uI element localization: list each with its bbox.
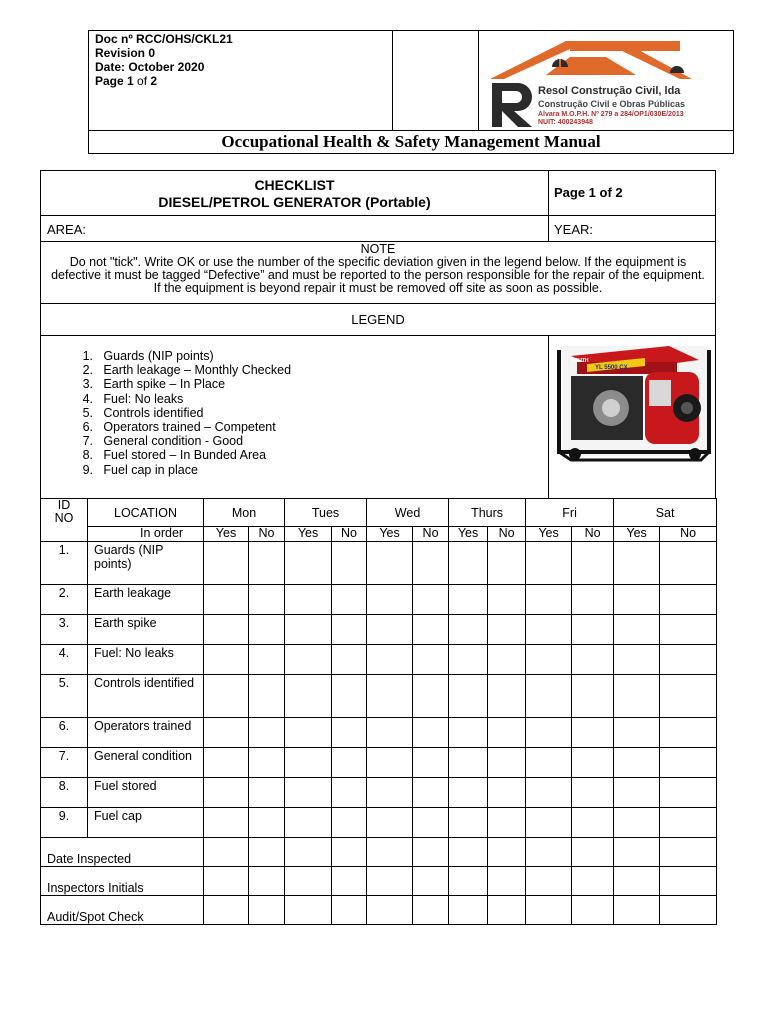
item-id: 4. <box>41 645 88 675</box>
yes-entry-cell[interactable] <box>204 748 249 778</box>
no-entry-cell[interactable] <box>249 748 285 778</box>
yes-entry-cell[interactable] <box>526 542 572 585</box>
legend-item: 8. Fuel stored – In Bunded Area <box>82 448 267 463</box>
no-entry-cell[interactable] <box>572 808 614 838</box>
footer-row <box>41 838 717 867</box>
no-entry-cell[interactable] <box>413 808 449 838</box>
generator-brand-text: YOUTH <box>571 358 589 364</box>
no-entry-cell[interactable] <box>413 615 449 645</box>
yes-entry-cell[interactable] <box>204 675 249 718</box>
yes-entry-cell[interactable] <box>367 542 413 585</box>
no-entry-cell[interactable] <box>249 585 285 615</box>
item-id: 5. <box>41 675 88 718</box>
no-entry-cell[interactable] <box>488 675 526 718</box>
company-nuit: NUIT: 400243948 <box>538 119 593 126</box>
yes-entry-cell[interactable] <box>526 808 572 838</box>
yes-entry-cell[interactable] <box>367 675 413 718</box>
no-entry-cell[interactable] <box>488 748 526 778</box>
document-header <box>88 30 734 154</box>
no-entry-cell[interactable] <box>660 542 717 585</box>
no-entry-cell[interactable] <box>572 778 614 808</box>
no-entry-cell[interactable] <box>332 645 367 675</box>
yes-entry-cell[interactable] <box>367 718 413 748</box>
item-id: 3. <box>41 615 88 645</box>
footer-entry-cell[interactable] <box>285 896 332 925</box>
footer-entry-cell[interactable] <box>572 896 614 925</box>
footer-entry-cell[interactable] <box>488 838 526 867</box>
yes-entry-cell[interactable] <box>449 585 488 615</box>
footer-entry-cell[interactable] <box>285 838 332 867</box>
legend-item: 9. Fuel cap in place <box>82 462 198 477</box>
item-location: Controls identified <box>88 675 204 718</box>
checklist-page: Page 1 of 2 <box>554 185 623 200</box>
no-entry-cell[interactable] <box>488 585 526 615</box>
no-entry-cell[interactable] <box>332 615 367 645</box>
yes-entry-cell[interactable] <box>285 808 332 838</box>
yes-entry-cell[interactable] <box>204 718 249 748</box>
footer-entry-cell[interactable] <box>449 838 488 867</box>
footer-entry-cell[interactable] <box>526 867 572 896</box>
note-line-2: defective it must be tagged “Defective” and must be reported to the person responsible for the repair of the equipment. <box>51 268 705 282</box>
no-entry-cell[interactable] <box>249 778 285 808</box>
no-entry-cell[interactable] <box>488 615 526 645</box>
yes-entry-cell[interactable] <box>526 718 572 748</box>
manual-title: Occupational Health & Safety Management Manual <box>89 130 733 154</box>
legend-item: 2. Earth leakage – Monthly Checked <box>82 363 292 378</box>
yes-entry-cell[interactable] <box>204 542 249 585</box>
in-order-label: In order <box>88 527 204 542</box>
no-entry-cell[interactable] <box>660 718 717 748</box>
no-entry-cell[interactable] <box>488 778 526 808</box>
generator-image-cell <box>548 335 716 499</box>
yes-entry-cell[interactable] <box>449 748 488 778</box>
no-entry-cell[interactable] <box>332 718 367 748</box>
no-entry-cell[interactable] <box>660 748 717 778</box>
footer-entry-cell[interactable] <box>449 867 488 896</box>
year-label: YEAR: <box>554 222 594 237</box>
legend-heading-cell <box>40 303 716 336</box>
yes-entry-cell[interactable] <box>526 585 572 615</box>
checklist-item-row <box>41 718 717 748</box>
no-entry-cell[interactable] <box>413 675 449 718</box>
footer-entry-cell[interactable] <box>572 867 614 896</box>
footer-entry-cell[interactable] <box>332 896 367 925</box>
yes-entry-cell[interactable] <box>614 615 660 645</box>
item-location: Fuel stored <box>88 778 204 808</box>
company-name: Resol Construção Civil, lda <box>538 85 681 97</box>
footer-entry-cell[interactable] <box>488 896 526 925</box>
checklist-item-row <box>41 615 717 645</box>
yes-entry-cell[interactable] <box>367 645 413 675</box>
footer-entry-cell[interactable] <box>204 838 249 867</box>
footer-entry-cell[interactable] <box>449 896 488 925</box>
day-header-tues: Tues <box>285 499 367 527</box>
yes-entry-cell[interactable] <box>285 615 332 645</box>
page-indicator: Page 1 of 2 <box>95 74 158 88</box>
footer-entry-cell[interactable] <box>204 867 249 896</box>
yes-entry-cell[interactable] <box>614 542 660 585</box>
grid-subheader-row <box>41 527 717 542</box>
location-header: LOCATION <box>88 499 204 527</box>
item-location: Fuel: No leaks <box>88 645 204 675</box>
no-entry-cell[interactable] <box>488 542 526 585</box>
yes-entry-cell[interactable] <box>285 675 332 718</box>
yes-entry-cell[interactable] <box>449 718 488 748</box>
no-entry-cell[interactable] <box>413 778 449 808</box>
footer-entry-cell[interactable] <box>249 896 285 925</box>
checklist-item-row <box>41 808 717 838</box>
item-location: Fuel cap <box>88 808 204 838</box>
year-cell <box>548 215 716 242</box>
yes-label: Yes <box>285 527 332 542</box>
footer-label: Date Inspected <box>41 838 204 867</box>
item-location: Operators trained <box>88 718 204 748</box>
no-label: No <box>249 527 285 542</box>
generator-model-text: YL 5500 CX <box>595 365 628 371</box>
no-entry-cell[interactable] <box>413 542 449 585</box>
yes-entry-cell[interactable] <box>614 585 660 615</box>
no-entry-cell[interactable] <box>413 585 449 615</box>
checklist-item-row <box>41 585 717 615</box>
checklist-subtitle: DIESEL/PETROL GENERATOR (Portable) <box>158 194 431 210</box>
item-id: 6. <box>41 718 88 748</box>
legend-item: 3. Earth spike – In Place <box>82 377 226 392</box>
no-entry-cell[interactable] <box>572 675 614 718</box>
footer-entry-cell[interactable] <box>249 867 285 896</box>
no-entry-cell[interactable] <box>572 585 614 615</box>
footer-entry-cell[interactable] <box>367 867 413 896</box>
yes-entry-cell[interactable] <box>367 585 413 615</box>
no-entry-cell[interactable] <box>660 645 717 675</box>
yes-entry-cell[interactable] <box>614 718 660 748</box>
yes-entry-cell[interactable] <box>614 748 660 778</box>
yes-entry-cell[interactable] <box>614 778 660 808</box>
footer-entry-cell[interactable] <box>413 896 449 925</box>
no-entry-cell[interactable] <box>572 645 614 675</box>
no-label: No <box>488 527 526 542</box>
yes-entry-cell[interactable] <box>449 645 488 675</box>
no-label: No <box>332 527 367 542</box>
day-header-wed: Wed <box>367 499 449 527</box>
yes-label: Yes <box>526 527 572 542</box>
yes-entry-cell[interactable] <box>204 808 249 838</box>
footer-entry-cell[interactable] <box>332 838 367 867</box>
checklist-item-row <box>41 542 717 585</box>
item-location: General condition <box>88 748 204 778</box>
footer-entry-cell[interactable] <box>367 896 413 925</box>
no-entry-cell[interactable] <box>660 615 717 645</box>
yes-entry-cell[interactable] <box>449 778 488 808</box>
yes-entry-cell[interactable] <box>367 778 413 808</box>
yes-entry-cell[interactable] <box>285 542 332 585</box>
no-entry-cell[interactable] <box>488 718 526 748</box>
item-id: 9. <box>41 808 88 838</box>
no-entry-cell[interactable] <box>249 615 285 645</box>
item-location: Earth leakage <box>88 585 204 615</box>
generator-icon <box>549 336 715 498</box>
yes-entry-cell[interactable] <box>285 778 332 808</box>
yes-entry-cell[interactable] <box>204 645 249 675</box>
no-entry-cell[interactable] <box>488 808 526 838</box>
yes-entry-cell[interactable] <box>367 808 413 838</box>
footer-entry-cell[interactable] <box>332 867 367 896</box>
yes-entry-cell[interactable] <box>614 808 660 838</box>
note-cell <box>40 241 716 304</box>
no-entry-cell[interactable] <box>249 645 285 675</box>
company-logo <box>486 35 726 127</box>
no-entry-cell[interactable] <box>413 718 449 748</box>
footer-entry-cell[interactable] <box>614 896 660 925</box>
legend-item: 1. Guards (NIP points) <box>82 349 214 363</box>
no-entry-cell[interactable] <box>660 585 717 615</box>
yes-entry-cell[interactable] <box>449 615 488 645</box>
document-info <box>89 31 393 130</box>
no-entry-cell[interactable] <box>488 645 526 675</box>
checklist-item-row <box>41 675 717 718</box>
no-entry-cell[interactable] <box>249 542 285 585</box>
no-entry-cell[interactable] <box>572 748 614 778</box>
note-line-3: If the equipment is beyond repair it must be removed off site as soon as possible. <box>153 281 603 295</box>
footer-entry-cell[interactable] <box>413 867 449 896</box>
footer-entry-cell[interactable] <box>204 896 249 925</box>
date: Date: October 2020 <box>95 60 205 74</box>
header-spacer-cell <box>393 31 479 130</box>
footer-entry-cell[interactable] <box>367 838 413 867</box>
no-label: No <box>572 527 614 542</box>
yes-entry-cell[interactable] <box>285 585 332 615</box>
yes-entry-cell[interactable] <box>204 778 249 808</box>
area-cell <box>40 215 549 242</box>
no-entry-cell[interactable] <box>660 778 717 808</box>
legend-item: 6. Operators trained – Competent <box>82 420 276 435</box>
checklist-title: CHECKLIST <box>254 177 335 193</box>
no-entry-cell[interactable] <box>660 675 717 718</box>
yes-entry-cell[interactable] <box>449 808 488 838</box>
day-header-thurs: Thurs <box>449 499 526 527</box>
no-entry-cell[interactable] <box>413 645 449 675</box>
yes-entry-cell[interactable] <box>285 645 332 675</box>
yes-entry-cell[interactable] <box>285 718 332 748</box>
day-header-sat: Sat <box>614 499 717 527</box>
page-cell <box>548 170 716 216</box>
yes-label: Yes <box>204 527 249 542</box>
no-entry-cell[interactable] <box>249 808 285 838</box>
no-label: No <box>660 527 717 542</box>
item-id: 1. <box>41 542 88 585</box>
area-label: AREA: <box>47 222 87 237</box>
yes-label: Yes <box>449 527 488 542</box>
footer-label: Audit/Spot Check <box>41 896 204 925</box>
item-location: Earth spike <box>88 615 204 645</box>
footer-entry-cell[interactable] <box>660 896 717 925</box>
footer-entry-cell[interactable] <box>660 867 717 896</box>
footer-entry-cell[interactable] <box>614 838 660 867</box>
no-entry-cell[interactable] <box>413 748 449 778</box>
legend-item: 7. General condition - Good <box>82 434 244 449</box>
yes-entry-cell[interactable] <box>367 615 413 645</box>
yes-label: Yes <box>614 527 660 542</box>
yes-entry-cell[interactable] <box>526 748 572 778</box>
no-entry-cell[interactable] <box>332 585 367 615</box>
yes-entry-cell[interactable] <box>285 748 332 778</box>
doc-number: Doc nº RCC/OHS/CKL21 <box>95 32 233 46</box>
no-entry-cell[interactable] <box>572 615 614 645</box>
footer-label: Inspectors Initials <box>41 867 204 896</box>
footer-entry-cell[interactable] <box>572 838 614 867</box>
footer-entry-cell[interactable] <box>285 867 332 896</box>
no-entry-cell[interactable] <box>249 718 285 748</box>
no-entry-cell[interactable] <box>572 542 614 585</box>
note-line-1: Do not "tick". Write OK or use the number of the specific deviation given in the legend below. If the equipment is <box>69 255 687 269</box>
yes-label: Yes <box>367 527 413 542</box>
revision: Revision 0 <box>95 46 156 60</box>
item-id: 8. <box>41 778 88 808</box>
legend-heading: LEGEND <box>351 312 405 327</box>
checklist-item-row <box>41 778 717 808</box>
no-entry-cell[interactable] <box>572 718 614 748</box>
yes-entry-cell[interactable] <box>449 675 488 718</box>
checklist-item-row <box>41 645 717 675</box>
checklist-item-row <box>41 748 717 778</box>
footer-row <box>41 896 717 925</box>
company-tagline: Construção Civil e Obras Públicas <box>538 99 686 109</box>
day-header-mon: Mon <box>204 499 285 527</box>
note-heading: NOTE <box>360 242 396 256</box>
footer-entry-cell[interactable] <box>660 838 717 867</box>
footer-row <box>41 867 717 896</box>
item-location: Guards (NIP points) <box>88 542 204 585</box>
no-entry-cell[interactable] <box>332 675 367 718</box>
no-label: No <box>413 527 449 542</box>
inspection-grid <box>40 498 717 925</box>
no-entry-cell[interactable] <box>660 808 717 838</box>
yes-entry-cell[interactable] <box>204 615 249 645</box>
footer-entry-cell[interactable] <box>526 838 572 867</box>
footer-entry-cell[interactable] <box>526 896 572 925</box>
yes-entry-cell[interactable] <box>614 675 660 718</box>
id-header: ID NO <box>41 499 88 542</box>
item-id: 7. <box>41 748 88 778</box>
no-entry-cell[interactable] <box>249 675 285 718</box>
yes-entry-cell[interactable] <box>526 675 572 718</box>
yes-entry-cell[interactable] <box>526 778 572 808</box>
yes-entry-cell[interactable] <box>367 748 413 778</box>
day-header-fri: Fri <box>526 499 614 527</box>
no-entry-cell[interactable] <box>332 748 367 778</box>
footer-entry-cell[interactable] <box>249 838 285 867</box>
yes-entry-cell[interactable] <box>526 645 572 675</box>
no-entry-cell[interactable] <box>332 778 367 808</box>
legend-list <box>70 349 291 477</box>
footer-entry-cell[interactable] <box>413 838 449 867</box>
checklist-title-cell <box>40 170 549 216</box>
yes-entry-cell[interactable] <box>449 542 488 585</box>
yes-entry-cell[interactable] <box>204 585 249 615</box>
company-license: Alvara M.O.P.H. Nº 279 a 284/OP1/030E/2013 <box>538 111 684 118</box>
footer-entry-cell[interactable] <box>614 867 660 896</box>
yes-entry-cell[interactable] <box>614 645 660 675</box>
legend-item: 5. Controls identified <box>82 405 204 420</box>
yes-entry-cell[interactable] <box>526 615 572 645</box>
grid-header-row <box>41 499 717 527</box>
legend-item: 4. Fuel: No leaks <box>82 391 184 406</box>
item-id: 2. <box>41 585 88 615</box>
no-entry-cell[interactable] <box>332 808 367 838</box>
no-entry-cell[interactable] <box>332 542 367 585</box>
footer-entry-cell[interactable] <box>488 867 526 896</box>
